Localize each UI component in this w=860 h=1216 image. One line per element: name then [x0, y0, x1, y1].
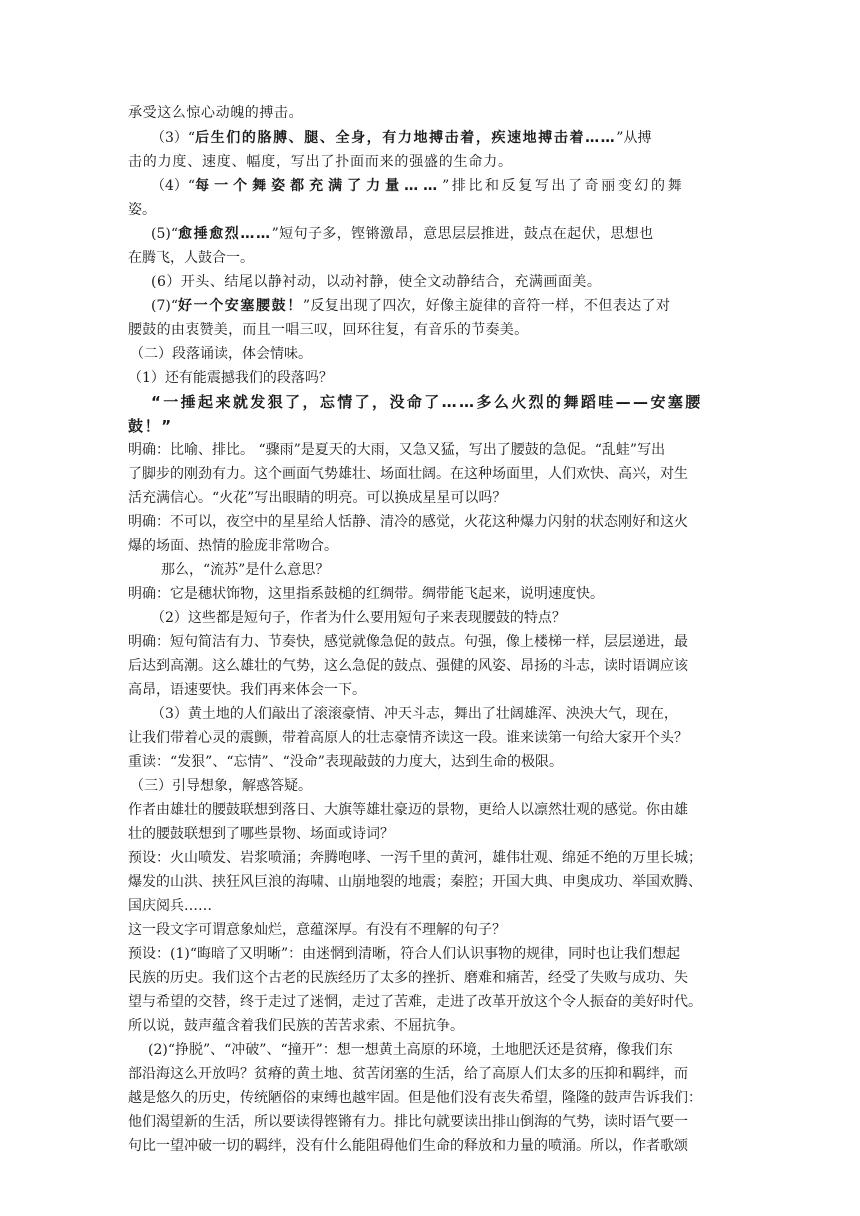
- text-line: 壮的腰鼓联想到了哪些景物、场面或诗词？: [128, 826, 394, 842]
- quoted-phrase: 好一个安塞腰鼓！: [178, 298, 303, 314]
- text-line: [151, 296, 670, 316]
- section-heading: （二）段落诵读，体会情味。: [130, 346, 312, 362]
- text-line: 高昂，语速要快。我们再来体会一下。: [128, 682, 366, 698]
- text-line: 姿。: [128, 202, 156, 218]
- text-line: 部沿海这么开放吗？贫瘠的黄土地、贫苦闭塞的生活，给了高原人们太多的压抑和羁绊，而: [128, 1066, 688, 1082]
- quote-open: (5)“: [151, 226, 178, 242]
- text-line: 活充满信心。“火花”写出眼睛的明亮。可以换成星星可以吗？: [128, 490, 507, 506]
- text-line: 让我们带着心灵的震颤，带着高原人的壮志豪情齐读这一段。谁来读第一句给大家开个头？: [128, 730, 688, 746]
- text-tail: ”短句子多，铿锵激昂，意思层层推进，鼓点在起伏，思想也: [271, 226, 654, 242]
- text-line: 预设：火山喷发、岩浆喷涌；奔腾咆哮、一泻千里的黄河，雄伟壮观、绵延不绝的万里长城；: [128, 850, 702, 866]
- quote-open: （4）“: [151, 178, 196, 194]
- text-line: 明确：不可以，夜空中的星星给人恬静、清冷的感觉，火花这种爆力闪射的状态刚好和这火: [128, 514, 688, 530]
- quote-open: (7)“: [151, 298, 178, 314]
- text-line: 预设：(1)“晦暗了又明晰”：由迷惘到清晰，符合人们认识事物的规律，同时也让我们想起: [128, 946, 681, 962]
- text-line: 腰鼓的由衷赞美，而且一唱三叹，回环往复，有音乐的节奏美。: [128, 322, 529, 338]
- quoted-passage: “一捶起来就发狠了，忘情了，没命了……多么火烈的舞蹈哇——安塞腰: [151, 393, 703, 411]
- quote-open: （3）“: [151, 130, 196, 146]
- text-line: 承受这么惊心动魄的搏击。: [128, 105, 304, 121]
- section-heading: （三）引导想象，解惑答疑。: [130, 778, 312, 794]
- text-line: 在腾飞，人鼓合一。: [128, 250, 254, 266]
- text-line: [151, 224, 654, 244]
- quoted-phrase: 后生们的胳膊、腿、全身，有力地搏击着，疾速地搏击着……: [195, 130, 617, 146]
- text-line: 民族的历史。我们这个古老的民族经历了太多的挫折、磨难和痛苦，经受了失败与成功、失: [128, 970, 688, 986]
- text-line: 所以说，鼓声蕴含着我们民族的苦苦求索、不屈抗争。: [128, 1018, 464, 1034]
- text-line: (6）开头、结尾以静衬动，以动衬静，使全文动静结合，充满画面美。: [151, 274, 602, 290]
- text-line: 作者由雄壮的腰鼓联想到落日、大旗等雄壮豪迈的景物，更给人以凛然壮观的感觉。你由雄: [128, 802, 688, 818]
- question-line: （1）还有能震撼我们的段落吗？: [128, 370, 333, 386]
- text-line: 越是悠久的历史，传统陋俗的束缚也越牢固。但是他们没有丧失希望，隆隆的鼓声告诉我们：: [128, 1090, 702, 1106]
- text-line: 重读：“发狠”、“忘情”、“没命”表现敲鼓的力度大，达到生命的极限。: [128, 754, 563, 770]
- text-line: 明确：短句简洁有力、节奏快，感觉就像急促的鼓点。句强，像上楼梯一样，层层递进，最: [128, 634, 688, 650]
- text-tail: ”反复出现了四次，好像主旋律的音符一样，不但表达了对: [302, 298, 671, 314]
- text-line: 了脚步的刚劲有力。这个画面气势雄壮、场面壮阔。在这种场面里，人们欢快、高兴，对生: [128, 466, 688, 482]
- text-line: (2)“挣脱”、“冲破”、“撞开”：想一想黄土高原的环境，土地肥沃还是贫瘠，像我们东: [148, 1042, 673, 1058]
- text-line: （3）黄土地的人们敲出了滚滚豪情、冲天斗志，舞出了壮阔雄浑、泱泱大气，现在，: [151, 706, 678, 722]
- text-line: 爆发的山洪、挟狂风巨浪的海啸、山崩地裂的地震；秦腔；开国大典、申奥成功、举国欢腾、: [128, 874, 702, 890]
- quoted-phrase: 每一个舞姿都充满了力量……: [195, 178, 443, 194]
- text-line: 这一段文字可谓意象灿烂，意蕴深厚。有没有不理解的句子？: [128, 922, 506, 938]
- text-line: 明确：它是穗状饰物，这里指系鼓槌的红绸带。绸带能飞起来，说明速度快。: [128, 586, 604, 602]
- text-line: 爆的场面、热情的脸庞非常吻合。: [128, 538, 338, 554]
- quoted-phrase: 愈捶愈烈……: [178, 226, 272, 242]
- text-line: 他们渴望新的生活，所以要读得铿锵有力。排比句就要读出排山倒海的气势，读时语气要一: [128, 1114, 688, 1130]
- text-line: [151, 176, 684, 196]
- text-line: 击的力度、速度、幅度，写出了扑面而来的强盛的生命力。: [128, 154, 513, 170]
- text-line: 句比一望冲破一切的羁绊，没有什么能阻碍他们生命的释放和力量的喷涌。所以，作者歌颂: [128, 1138, 688, 1154]
- quoted-passage: 鼓！”: [128, 417, 173, 435]
- text-line: 明确：比喻、排比。 “骤雨”是夏天的大雨，又急又猛，写出了腰鼓的急促。“乱蛙”写出: [128, 442, 666, 458]
- text-line: 国庆阅兵……: [128, 898, 212, 914]
- text-tail: ”从搏: [616, 130, 652, 146]
- text-line: 那么，“流苏”是什么意思？: [161, 562, 330, 578]
- question-line: （2）这些都是短句子，作者为什么要用短句子来表现腰鼓的特点？: [151, 610, 566, 626]
- text-line: [151, 128, 651, 148]
- text-tail: ”排比和反复写出了奇丽变幻的舞: [442, 178, 685, 194]
- text-line: 后达到高潮。这么雄壮的气势，这么急促的鼓点、强健的风姿、昂扬的斗志，读时语调应该: [128, 658, 688, 674]
- text-line: 望与希望的交替，终于走过了迷惘，走过了苦难，走进了改革开放这个令人振奋的美好时代。: [128, 994, 702, 1010]
